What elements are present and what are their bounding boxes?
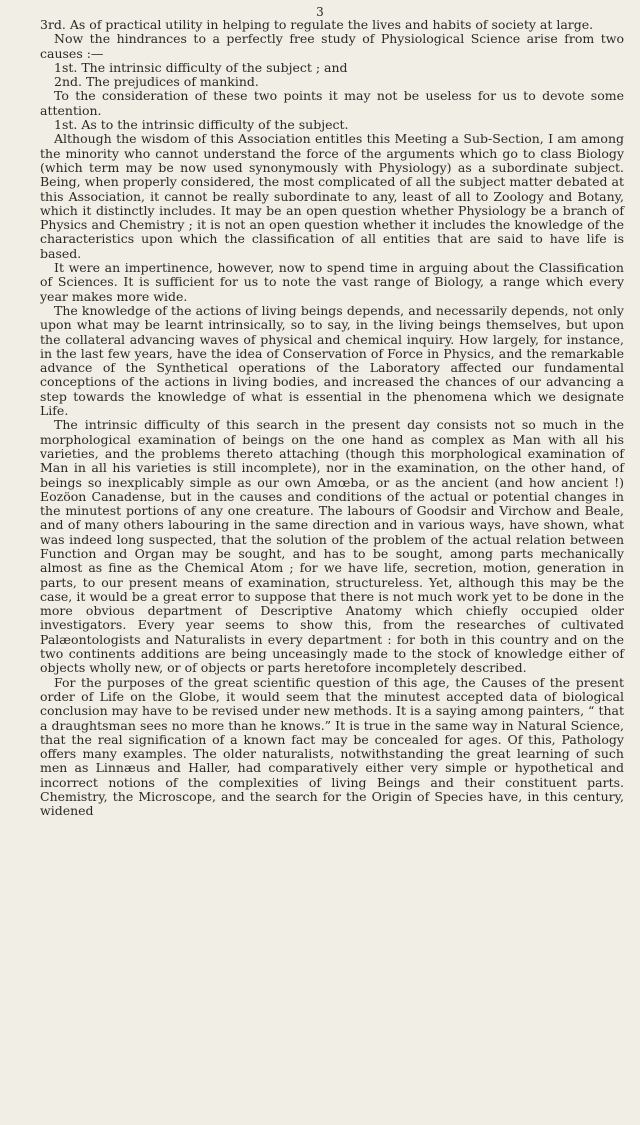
paragraph-morphological-examination: The intrinsic difficulty of this search in the present day consists not so much in the morphological examination of beings on the one hand as complex as Man with all his varieties, and the problems thereto attaching (though this morphological examination of Man in all his varieties is still incomplete), nor in the examination, on the other hand, of beings so inexplicably simple as our own Amœba, or as the ancient (and how ancient !) Eozöon Canadense, but in the causes and conditions of the actual or potential changes in the minutest portions of any one creature. The labours of Goodsir and Virchow and Beale, and of many others labouring in the same direction and in various ways, have shown, what was indeed long suspected, that the solution of the problem of the actual relation between Function and Organ may be sought, and has to be sought, among parts mechanically almost as fine as the Chemical Atom ; for we have life, secretion, motion, generation in parts, to our present means of examination, structureless. Yet, although this may be the case, it would be a great error to suppose that there is not much work yet to be done in the more obvious department of Descriptive Anatomy which chiefly occupied older investigators. Every year seems to show this, from the researches of cultivated Palæontologists and Naturalists in every department : for both in this country and on the two continents additions are being unceasingly made to the stock of knowledge either of objects wholly new, or of objects or parts heretofore incompletely described. [40, 417, 624, 676]
paragraph-scientific-question: For the purposes of the great scientific question of this age, the Causes of the present order of Life on the Globe, it would seem that the minutest accepted data of biological conclusion may have to be revised under new methods. It is a saying among painters, “ that a draughtsman sees no more than he knows.” It is true in the same way in Natural Science, that the real signification of a known fact may be concealed for ages. Of this, Pathology offers many examples. The older naturalists, notwithstanding the great learning of such men as Linnæus and Haller, had comparatively either very simple or hypothetical and incorrect notions of the complexities of living Beings and their constituent parts. Chemistry, the Microscope, and the search for the Origin of Species have, in this century, widened [40, 674, 624, 819]
body-text [40, 18, 624, 819]
paragraph-hindrances: Now the hindrances to a perfectly free study of Physiological Science arise from two causes :— [40, 31, 624, 61]
section-heading-intrinsic-difficulty: 1st. As to the intrinsic difficulty of the subject. [54, 117, 349, 133]
list-item-first-cause: 1st. The intrinsic difficulty of the subject ; and [54, 59, 348, 75]
paragraph-classification: It were an impertinence, however, now to spend time in arguing about the Classification of Sciences. It is sufficient for us to note the vast range of Biology, a range which every year makes more wide. [40, 260, 624, 304]
paragraph-practical-utility: 3rd. As of practical utility in helping to regulate the lives and habits of society at large. [40, 17, 594, 32]
list-item-second-cause: 2nd. The prejudices of mankind. [54, 74, 259, 90]
paragraph-association: Although the wisdom of this Association entitles this Meeting a Sub-Section, I am among the minority who cannot understand the force of the arguments which go to class Biology (which term may be now used synonymously with Physiology) as a subordinate subject. Being, when properly considered, the most complicated of all the subject matter debated at this Association, it cannot be really subordinate to any, least of all to Zoology and Botany, which it distinctly includes. It may be an open question whether Physiology be a branch of Physics and Chemistry ; it is not an open question whether it includes the knowledge of the characteristics upon which the classification of all entities that are said to have life is based. [40, 131, 624, 261]
paragraph-consideration: To the consideration of these two points it may not be useless for us to devote some attention. [40, 88, 624, 118]
page-number: 3 [316, 5, 324, 19]
paragraph-knowledge-of-actions: The knowledge of the actions of living beings depends, and necessarily depends, not only upon what may be learnt intrinsically, so to say, in the living beings themselves, but upon the collateral advancing waves of physical and chemical inquiry. How largely, for instance, in the last few years, have the idea of Conservation of Force in Physics, and the remarkable advance of the Synthetical operations of the Laboratory affected our fundamental conceptions of the actions in living bodies, and increased the chances of our advancing a step towards the knowledge of what is essential in the phenomena which we designate Life. [40, 302, 624, 419]
